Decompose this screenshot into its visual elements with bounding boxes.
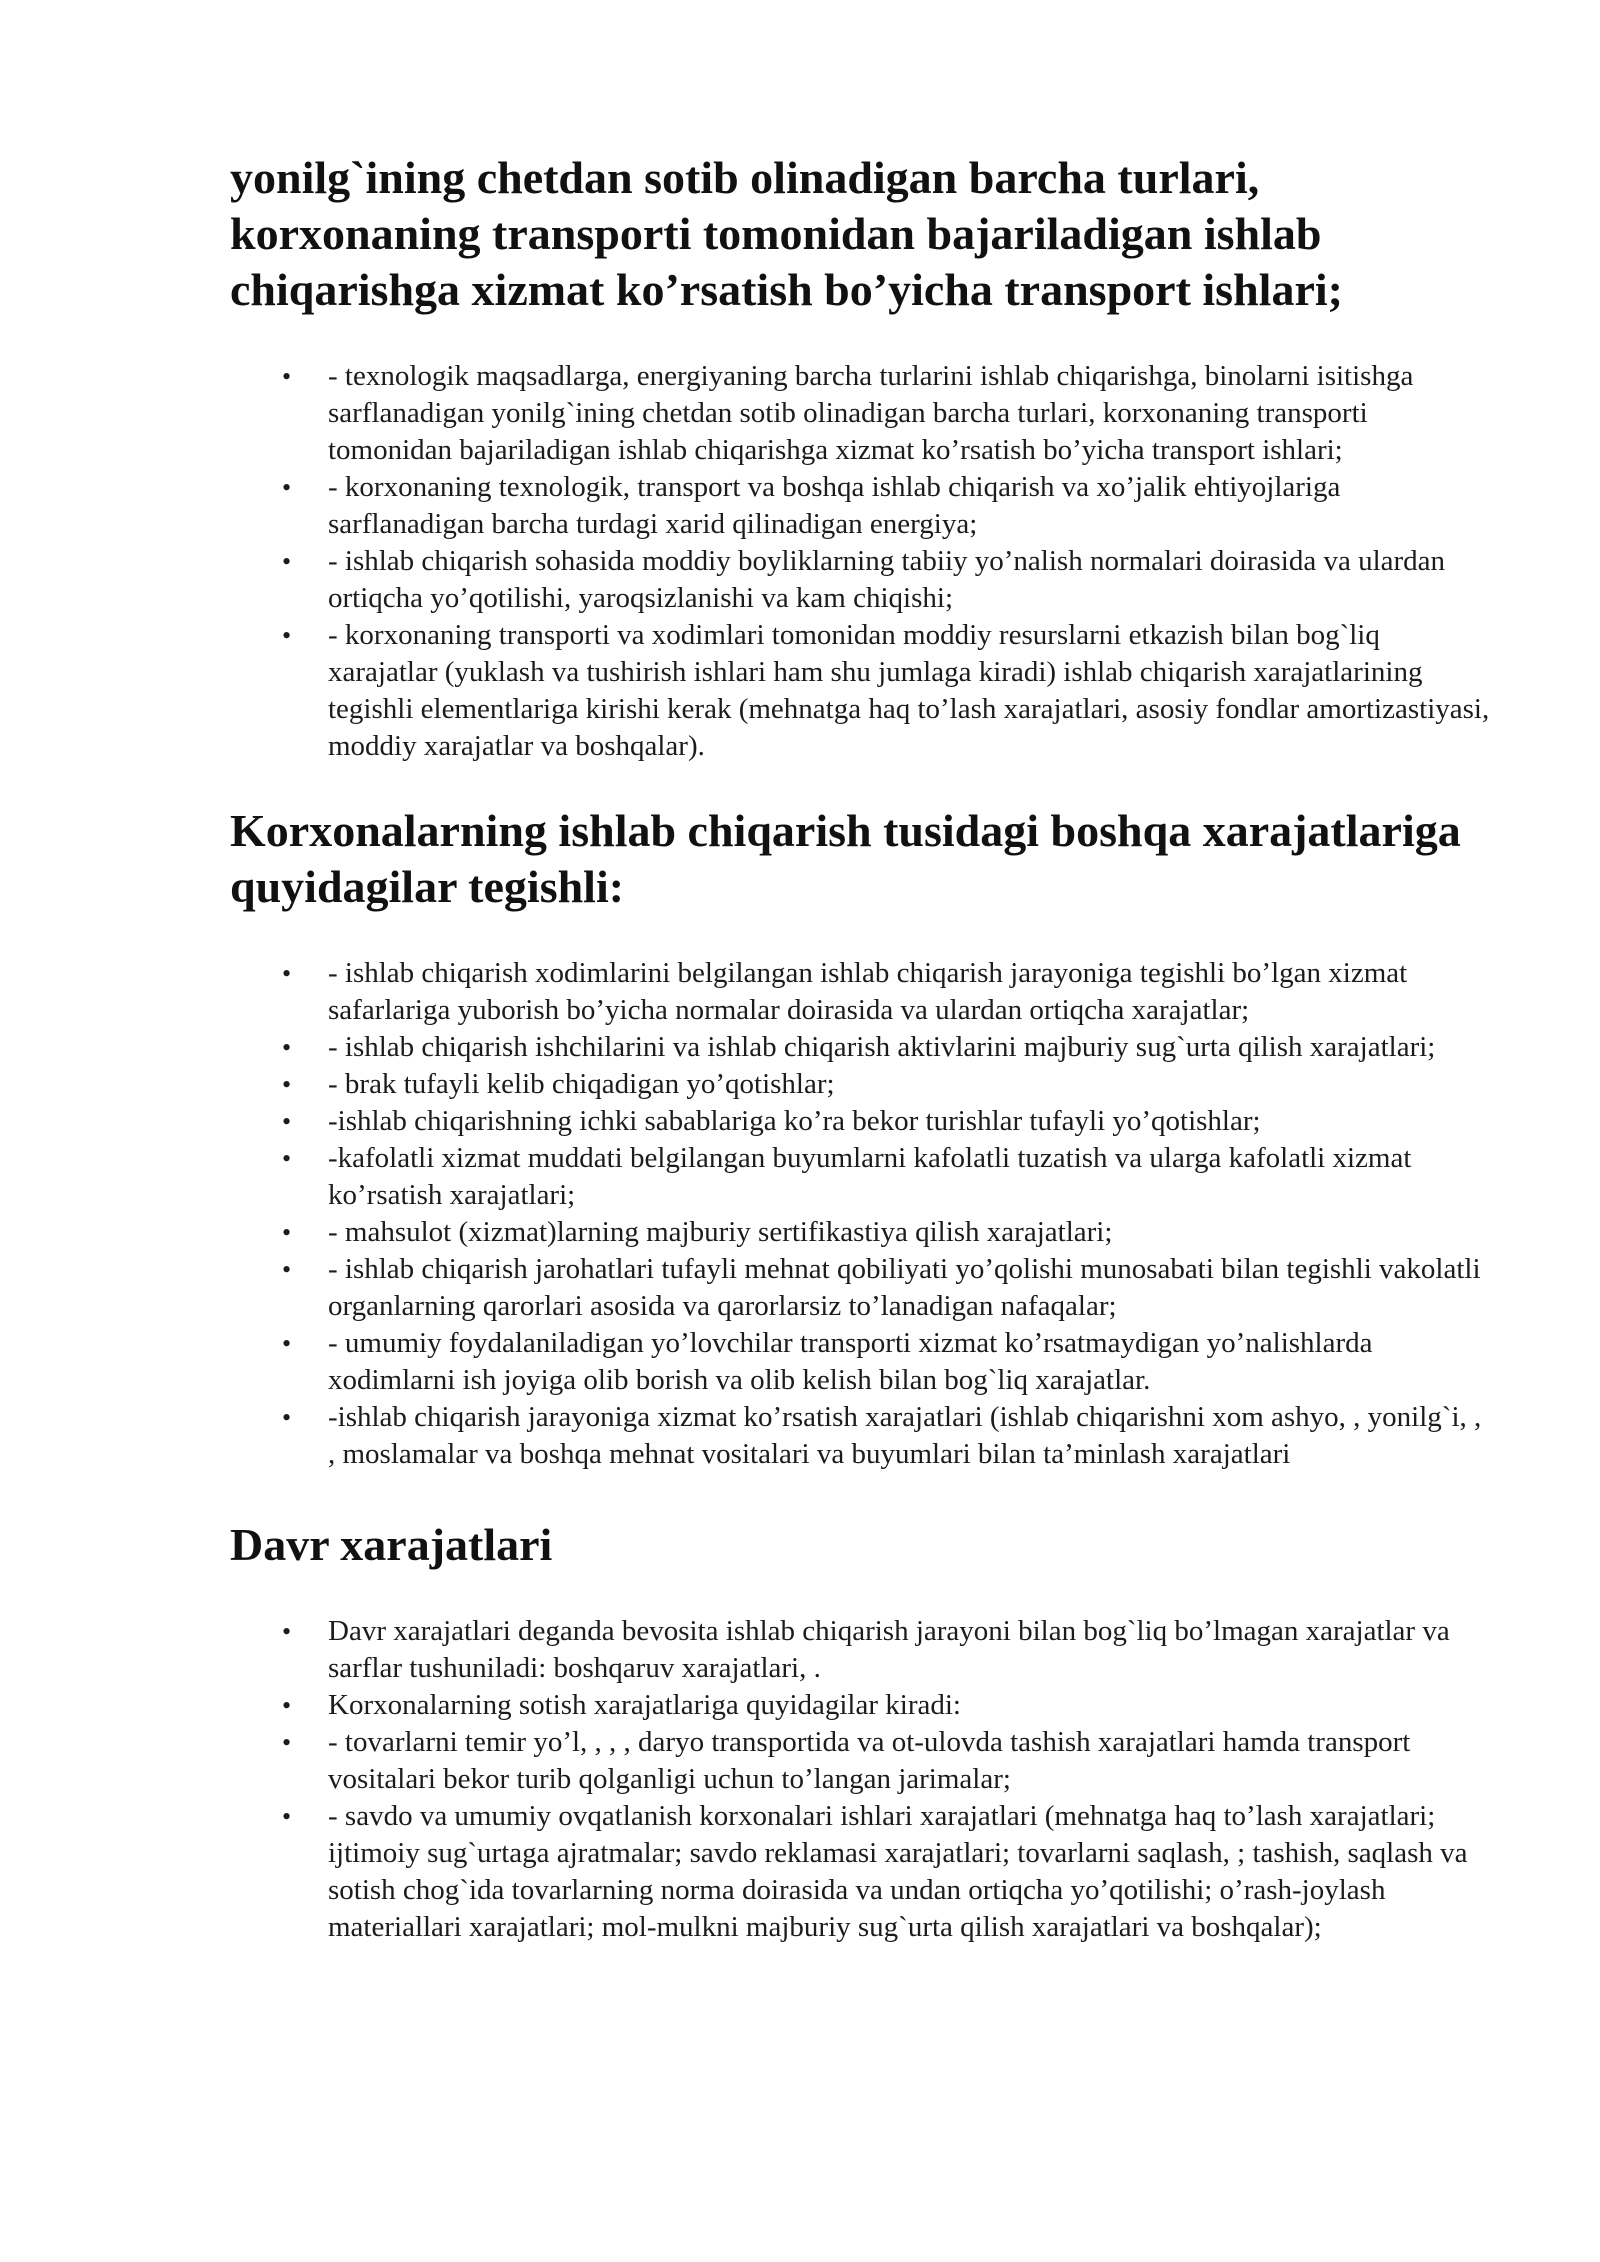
list-item (230, 1251, 1490, 1325)
list-item (230, 1613, 1490, 1687)
bullet-icon: • (282, 1617, 292, 1646)
bullet-icon: • (282, 959, 292, 988)
bullet-icon: • (282, 362, 292, 391)
bullet-icon: • (282, 621, 292, 650)
section-heading: yonilg`ining chetdan sotib olinadigan barcha turlari, korxonaning transporti tomonidan bajariladigan ishlab chiqarishga xizmat ko’rsatish bo’yicha transport ishlari; (230, 152, 1343, 315)
list-item-text: -kafolatli xizmat muddati belgilangan buyumlarni kafolatli tuzatish va ularga kafolatli xizmat ko’rsatish xarajatlari; (328, 1142, 1412, 1211)
list-item (230, 1724, 1490, 1798)
list-item (230, 1103, 1490, 1140)
bullet-icon: • (282, 1329, 292, 1358)
list-item-text: -ishlab chiqarishning ichki sabablariga ko’ra bekor turishlar tufayli yo’qotishlar; (328, 1105, 1261, 1137)
bullet-list (230, 358, 1490, 765)
list-item-text: - brak tufayli kelib chiqadigan yo’qotishlar; (328, 1068, 835, 1100)
list-item (230, 1029, 1490, 1066)
list-item-text: - savdo va umumiy ovqatlanish korxonalari ishlari xarajatlari (mehnatga haq to’lash xarajatlari; ijtimoiy sug`urtaga ajratmalar; savdo reklamasi xarajatlari; tovarlarni saqlash, ; tashish, saqlash va sotish chog`ida tovarlarning norma doirasida va undan ortiqcha yo’qotilishi; o’rash-joylash materiallari xarajatlari; mol-mulkni majburiy sug`urta qilish xarajatlari va boshqalar); (328, 1800, 1468, 1943)
bullet-list (230, 955, 1490, 1473)
bullet-icon: • (282, 1255, 292, 1284)
list-item-text: - ishlab chiqarish ishchilarini va ishlab chiqarish aktivlarini majburiy sug`urta qilish xarajatlari; (328, 1031, 1436, 1063)
list-item (230, 1798, 1490, 1946)
list-item-text: - ishlab chiqarish sohasida moddiy boyliklarning tabiiy yo’nalish normalari doirasida va ulardan ortiqcha yo’qotilishi, yaroqsizlanishi va kam chiqishi; (328, 545, 1446, 614)
list-item (230, 617, 1490, 765)
list-item (230, 1325, 1490, 1399)
list-item-text: - umumiy foydalaniladigan yo’lovchilar transporti xizmat ko’rsatmaydigan yo’nalishlarda xodimlarni ish joyiga olib borish va olib kelish bilan bog`liq xarajatlar. (328, 1327, 1373, 1396)
list-item-text: - ishlab chiqarish xodimlarini belgilangan ishlab chiqarish jarayoniga tegishli bo’lgan xizmat safarlariga yuborish bo’yicha normalar doirasida va ulardan ortiqcha xarajatlar; (328, 957, 1408, 1026)
section-heading: Korxonalarning ishlab chiqarish tusidagi boshqa xarajatlariga quyidagilar tegishli: (230, 805, 1461, 912)
bullet-icon: • (282, 547, 292, 576)
list-item-text: -ishlab chiqarish jarayoniga xizmat ko’rsatish xarajatlari (ishlab chiqarishni xom ashyo, , yonilg`i, , , moslamalar va boshqa mehnat vositalari va buyumlari bilan ta’minlash xarajatlari (328, 1401, 1482, 1470)
list-item-text: - ishlab chiqarish jarohatlari tufayli mehnat qobiliyati yo’qolishi munosabati bilan tegishli vakolatli organlarning qarorlari asosida va qarorlarsiz to’lanadigan nafaqalar; (328, 1253, 1481, 1322)
bullet-icon: • (282, 1144, 292, 1173)
bullet-icon: • (282, 1802, 292, 1831)
list-item (230, 1066, 1490, 1103)
bullet-icon: • (282, 1403, 292, 1432)
bullet-icon: • (282, 1218, 292, 1247)
bullet-icon: • (282, 1070, 292, 1099)
bullet-icon: • (282, 473, 292, 502)
list-item (230, 469, 1490, 543)
list-item (230, 543, 1490, 617)
list-item-text: - korxonaning texnologik, transport va boshqa ishlab chiqarish va xo’jalik ehtiyojlariga sarflanadigan barcha turdagi xarid qilinadigan energiya; (328, 471, 1341, 540)
section-heading: Davr xarajatlari (230, 1519, 553, 1570)
list-item-text: - texnologik maqsadlarga, energiyaning barcha turlarini ishlab chiqarishga, binolarni isitishga sarflanadigan yonilg`ining chetdan sotib olinadigan barcha turlari, korxonaning transporti tomonidan bajariladigan ishlab chiqarishga xizmat ko’rsatish bo’yicha transport ishlari; (328, 360, 1414, 466)
bullet-icon: • (282, 1728, 292, 1757)
list-item-text: Davr xarajatlari deganda bevosita ishlab chiqarish jarayoni bilan bog`liq bo’lmagan xarajatlar va sarflar tushuniladi: boshqaruv xarajatlari, . (328, 1615, 1450, 1684)
list-item-text: - korxonaning transporti va xodimlari tomonidan moddiy resurslarni etkazish bilan bog`liq xarajatlar (yuklash va tushirish ishlari ham shu jumlaga kiradi) ishlab chiqarish xarajatlarining tegishli elementlariga kirishi kerak (mehnatga haq to’lash xarajatlari, asosiy fondlar amortizastiyasi, moddiy xarajatlar va boshqalar). (328, 619, 1490, 762)
list-item (230, 358, 1490, 469)
list-item (230, 1687, 1490, 1724)
list-item-text: - tovarlarni temir yo’l, , , , daryo transportida va ot-ulovda tashish xarajatlari hamda transport vositalari bekor turib qolganligi uchun to’langan jarimalar; (328, 1726, 1411, 1795)
list-item (230, 1399, 1490, 1473)
document-page (230, 150, 1490, 1946)
bullet-list (230, 1613, 1490, 1946)
list-item (230, 1214, 1490, 1251)
bullet-icon: • (282, 1691, 292, 1720)
list-item-text: - mahsulot (xizmat)larning majburiy sertifikastiya qilish xarajatlari; (328, 1216, 1113, 1248)
list-item-text: Korxonalarning sotish xarajatlariga quyidagilar kiradi: (328, 1689, 961, 1721)
list-item (230, 955, 1490, 1029)
bullet-icon: • (282, 1033, 292, 1062)
bullet-icon: • (282, 1107, 292, 1136)
list-item (230, 1140, 1490, 1214)
